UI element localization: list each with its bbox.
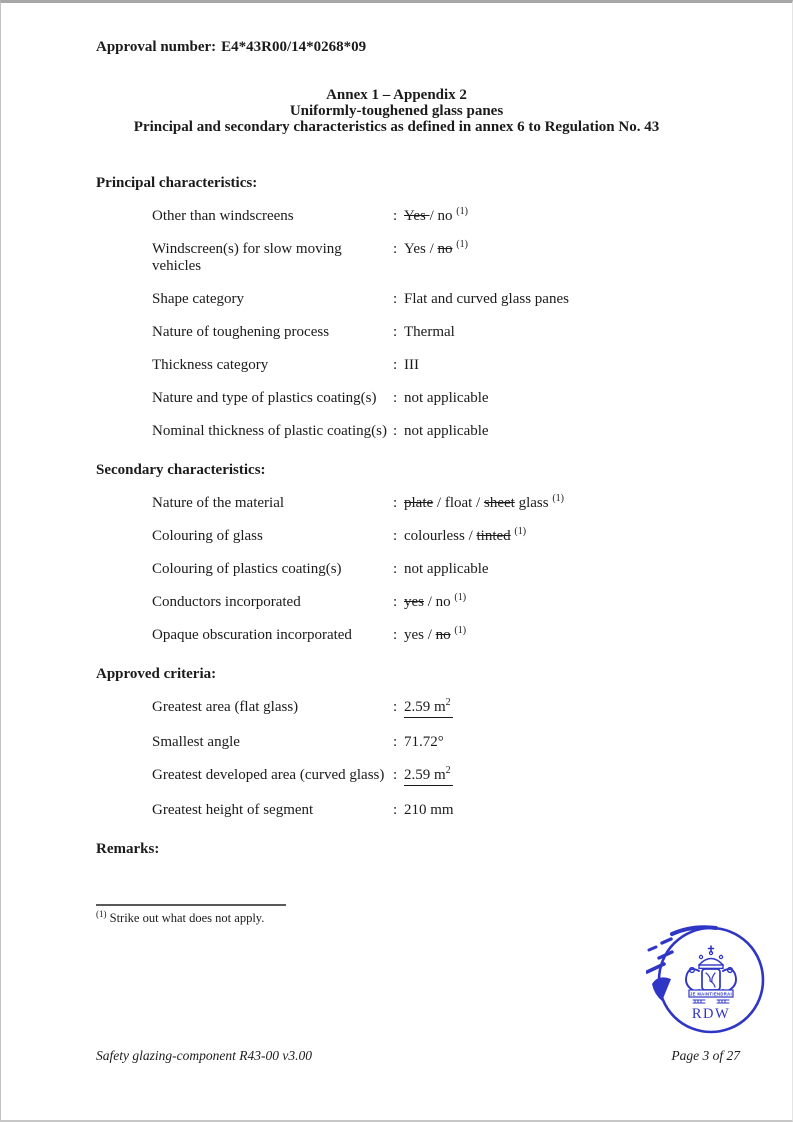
characteristic-label: Other than windscreens	[152, 208, 294, 224]
characteristic-row	[96, 699, 792, 718]
characteristic-row	[96, 357, 792, 374]
underlined-value	[404, 699, 453, 718]
characteristic-row	[96, 241, 792, 275]
characteristic-row	[96, 390, 792, 407]
characteristic-label: Windscreen(s) for slow moving vehicles	[152, 241, 342, 274]
footer-page-number: Page 3 of 27	[671, 1048, 740, 1063]
characteristic-value	[404, 357, 792, 374]
characteristics-section	[96, 666, 792, 819]
stamp-org-label: RDW	[691, 1006, 731, 1022]
section-heading: Approved criteria:	[96, 666, 217, 682]
value-text: 2.59 m	[404, 699, 446, 715]
struck-out-text: no	[435, 627, 451, 643]
page-footer	[96, 1048, 740, 1064]
value-text: not applicable	[404, 423, 489, 439]
characteristic-row	[96, 528, 792, 545]
section-rows	[96, 208, 792, 440]
struck-out-text: sheet	[483, 495, 515, 511]
colon-separator: :	[393, 561, 398, 577]
rdw-stamp	[646, 923, 776, 1041]
footnote-reference: (1)	[456, 206, 468, 217]
struck-out-text: no	[437, 241, 453, 257]
characteristic-row	[96, 291, 792, 308]
pedestal-hatch	[693, 1000, 729, 1003]
characteristic-value	[404, 734, 792, 751]
characteristic-label: Greatest developed area (curved glass)	[152, 767, 385, 783]
footnote-reference: (1)	[454, 592, 467, 603]
colon-separator: :	[393, 241, 398, 257]
characteristic-row	[96, 767, 792, 786]
characteristic-value	[404, 594, 792, 611]
colon-separator: :	[393, 699, 398, 715]
characteristic-label: Nominal thickness of plastic coating(s)	[152, 423, 387, 439]
document-title	[1, 87, 792, 135]
characteristic-value	[404, 390, 792, 407]
characteristic-row	[96, 561, 792, 578]
value-text: 210 mm	[404, 802, 454, 818]
value-text: / float /	[433, 495, 484, 511]
characteristic-label: Thickness category	[152, 357, 269, 373]
characteristic-value	[404, 528, 792, 545]
value-text: not applicable	[404, 561, 489, 577]
value-text: 71.72°	[404, 734, 444, 750]
shield-icon	[702, 969, 720, 990]
approval-number-line	[96, 3, 792, 56]
title-line-1: Annex 1 – Appendix 2	[326, 87, 467, 103]
colon-separator: :	[393, 627, 398, 643]
section-heading: Secondary characteristics:	[96, 462, 266, 478]
colon-separator: :	[393, 423, 398, 439]
stamp-motto: JE MAINTIENDRAI	[689, 991, 733, 997]
characteristic-value	[404, 802, 792, 819]
characteristic-label: Conductors incorporated	[152, 594, 301, 610]
characteristic-value	[404, 495, 792, 512]
colon-separator: :	[393, 291, 398, 307]
footnote-reference: (1)	[552, 493, 564, 504]
colon-separator: :	[393, 495, 398, 511]
colon-separator: :	[393, 324, 398, 340]
characteristics-section	[96, 175, 792, 440]
characteristics-sections	[96, 175, 792, 819]
colon-separator: :	[393, 528, 398, 544]
characteristic-row	[96, 495, 792, 512]
characteristic-label: Opaque obscuration incorporated	[152, 627, 352, 643]
struck-out-text: yes	[404, 594, 424, 610]
characteristic-row	[96, 208, 792, 225]
colon-separator: :	[393, 767, 398, 783]
characteristic-value	[404, 291, 792, 308]
characteristic-row	[96, 802, 792, 819]
value-text: / no	[429, 208, 457, 224]
characteristic-row	[96, 324, 792, 341]
characteristic-value	[404, 241, 792, 275]
title-line-2: Uniformly-toughened glass panes	[289, 103, 504, 119]
crown-icon	[699, 965, 723, 968]
section-rows	[96, 699, 792, 819]
pen-stroke	[649, 947, 656, 950]
pen-stroke	[662, 939, 671, 943]
characteristic-label: Colouring of plastics coating(s)	[152, 561, 342, 577]
value-text: glass	[514, 495, 553, 511]
characteristic-value	[404, 423, 792, 440]
crown-icon	[709, 951, 712, 954]
characteristic-row	[96, 734, 792, 751]
value-text: 2.59 m	[404, 767, 446, 783]
footnote-reference: 2	[445, 765, 451, 776]
section-rows	[96, 495, 792, 644]
colon-separator: :	[393, 734, 398, 750]
crown-icon	[699, 959, 723, 966]
characteristic-value	[404, 767, 792, 786]
struck-out-text: tinted	[476, 528, 511, 544]
title-line-3: Principal and secondary characteristics as defined in annex 6 to Regulation No. 43	[133, 119, 660, 135]
struck-out-text: plate	[404, 495, 434, 511]
characteristic-label: Greatest area (flat glass)	[152, 699, 299, 715]
colon-separator: :	[393, 802, 398, 818]
characteristic-label: Colouring of glass	[152, 528, 263, 544]
footnote-reference: (1)	[514, 526, 527, 537]
value-text: III	[404, 357, 419, 373]
footnote-marker: (1)	[96, 908, 107, 919]
colon-separator: :	[393, 357, 398, 373]
characteristic-value	[404, 699, 792, 718]
remarks-heading: Remarks:	[96, 841, 160, 857]
footnote-separator	[96, 904, 286, 906]
shield-lion	[706, 973, 715, 987]
characteristic-value	[404, 208, 792, 225]
struck-out-text: Yes	[404, 208, 430, 224]
characteristic-label: Nature of toughening process	[152, 324, 330, 340]
characteristic-label: Shape category	[152, 291, 245, 307]
characteristic-value	[404, 324, 792, 341]
crown-icon	[699, 955, 702, 958]
footnote-reference: 2	[445, 697, 451, 708]
characteristic-label: Greatest height of segment	[152, 802, 314, 818]
footnote-reference: (1)	[456, 239, 468, 250]
characteristic-label: Nature and type of plastics coating(s)	[152, 390, 377, 406]
underlined-value	[404, 767, 453, 786]
characteristic-row	[96, 594, 792, 611]
value-text: Yes /	[404, 241, 438, 257]
characteristic-label: Smallest angle	[152, 734, 240, 750]
colon-separator: :	[393, 594, 398, 610]
approval-label: Approval number:	[96, 39, 217, 55]
characteristic-label: Nature of the material	[152, 495, 285, 511]
characteristic-value	[404, 627, 792, 644]
pen-wedge	[652, 977, 671, 1001]
characteristic-row	[96, 423, 792, 440]
colon-separator: :	[393, 208, 398, 224]
crown-icon	[719, 955, 722, 958]
value-text: Flat and curved glass panes	[404, 291, 569, 307]
characteristic-row	[96, 627, 792, 644]
value-text: yes /	[404, 627, 436, 643]
footer-document-version: Safety glazing-component R43-00 v3.00	[96, 1048, 312, 1063]
approval-number: E4*43R00/14*0268*09	[221, 39, 367, 55]
footnote-reference: (1)	[454, 625, 467, 636]
section-heading: Principal characteristics:	[96, 175, 258, 191]
value-text: colourless /	[404, 528, 477, 544]
value-text: / no	[424, 594, 455, 610]
footnote-text: Strike out what does not apply.	[109, 911, 265, 925]
characteristic-value	[404, 561, 792, 578]
characteristics-section	[96, 462, 792, 644]
colon-separator: :	[393, 390, 398, 406]
value-text: Thermal	[404, 324, 455, 340]
value-text: not applicable	[404, 390, 489, 406]
